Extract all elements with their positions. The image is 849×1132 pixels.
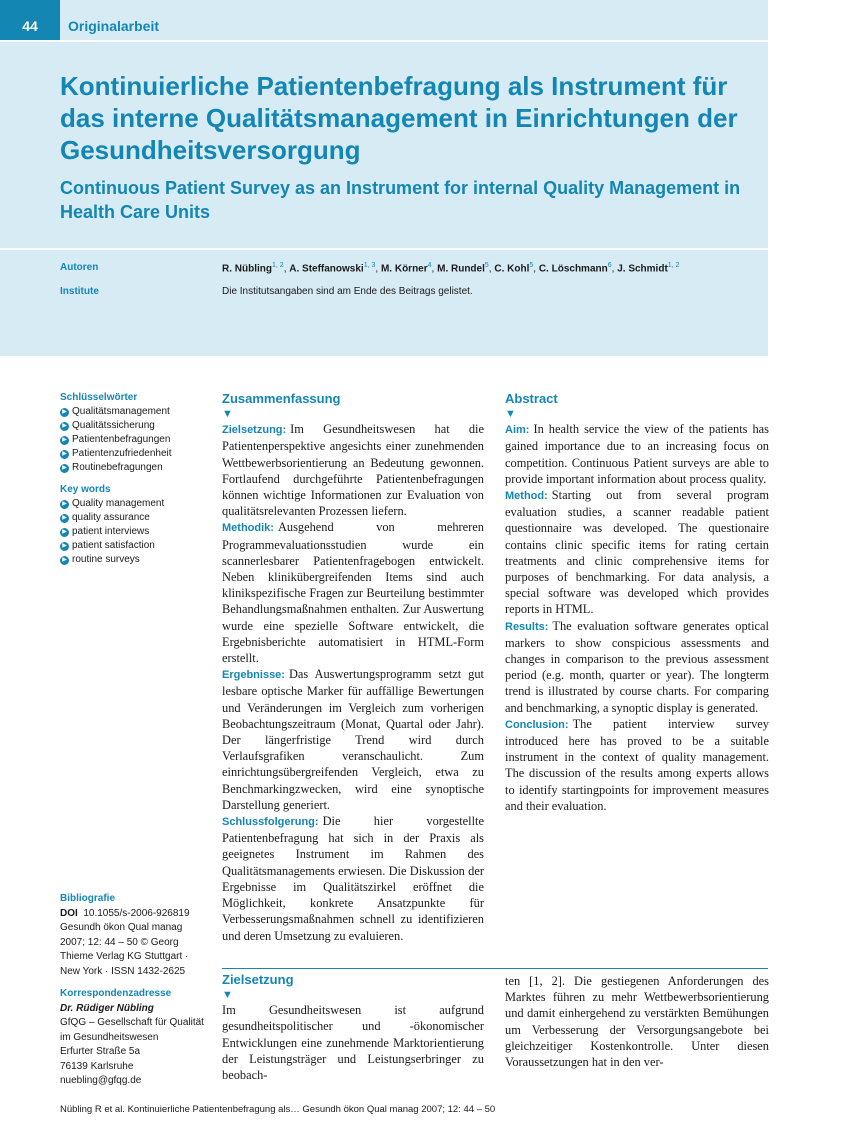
doi-label: DOI xyxy=(60,907,78,919)
section-text: Ausgehend von mehreren Programmevaluationsstudien wurde ein scannerlesbarer Patientenfragebogen entwickelt. Neben klinikübergreifenden Items sind auch klinikspezifische Fragen zur Beurteilung bestimmter Behandlungsmaßnahmen enthalten. Zur Auswertung wurde eine spezielle Software entwickelt, die Ergebnisberichte automatisiert in HTML-Form erstellt. xyxy=(222,520,484,666)
biblio-line: 2007; 12: 44 – 50 © Georg xyxy=(60,936,179,948)
correspondence-email: nuebling@gfqg.de xyxy=(60,1075,142,1086)
institutes-note: Die Institutsangaben sind am Ende des Beitrags gelistet. xyxy=(222,286,473,297)
keyword-item: ▶ patient interviews xyxy=(60,525,210,539)
section-keyword: Zielsetzung: xyxy=(222,424,287,437)
keyword-item: ▶ Patientenbefragungen xyxy=(60,433,210,447)
authors-label: Autoren xyxy=(60,262,99,273)
section-text: Das Auswertungsprogramm setzt gut lesbare optische Marker für auffällige Bewertungen und Veränderungen im Vergleich zum vorherigen Beobachtungszeitraum (Monat, Quartal oder Jahr). Der längerfristige Trend wird durch Verlaufsgrafiken veranschaulicht. Zum einrichtungsübergreifenden Vergleich, etwa zu Benchmarkingzwecken, wird eine synoptische Darstellung generiert. xyxy=(222,667,484,812)
page-footer-citation: Nübling R et al. Kontinuierliche Patientenbefragung als… Gesundh ökon Qual manag 2007; 12: 44 – 50 xyxy=(60,1104,496,1115)
meta-block xyxy=(0,250,768,356)
author-name: R. Nübling xyxy=(222,263,272,275)
abstract-column xyxy=(505,391,769,814)
triangle-down-icon: ▼ xyxy=(222,408,233,421)
section-text: Die hier vorgestellte Patientenbefragung hat sich in der Praxis als geeignetes Instrument im Rahmen des Qualitätsmanagements erwiesen. Die Diskussion der Ergebnisse im Qualitätszirkel eröffnet die Möglichkeit, konkrete Ansatzpunkte für Verbesserungsmaßnahmen schnell zu identifizieren und deren Umsetzung zu evaluieren. xyxy=(222,814,484,943)
abstract-section xyxy=(505,618,769,716)
triangle-down-icon: ▼ xyxy=(222,989,233,1002)
abstract-title: Abstract xyxy=(505,391,558,406)
section-keyword: Method: xyxy=(505,490,548,503)
keywords-en-list xyxy=(60,497,210,567)
article-title-german: Kontinuierliche Patientenbefragung als Instrument für das interne Qualitätsmanagement in Einrichtungen der Gesundheitsversorgung xyxy=(60,71,738,165)
zusammenfassung-column xyxy=(222,391,484,944)
abstract-section xyxy=(505,716,769,814)
body-paragraph: Im Gesundheitswesen ist aufgrund gesundheitspolitischer und -ökonomischer Entwicklungen eine zunehmende Marktorientierung der Leistungsträger und Leistungserbringer zu beobach- xyxy=(222,1003,484,1083)
keyword-item: ▶ Patientenzufriedenheit xyxy=(60,447,210,461)
abstract-section xyxy=(505,487,769,618)
arrow-bullet-icon: ▶ xyxy=(60,556,69,565)
correspondence-line: im Gesundheitswesen xyxy=(60,1031,159,1043)
keywords-sidebar xyxy=(60,391,210,575)
arrow-bullet-icon: ▶ xyxy=(60,422,69,431)
keyword-item: ▶ Quality management xyxy=(60,497,210,511)
section-keyword: Schlussfolgerung: xyxy=(222,816,319,829)
arrow-bullet-icon: ▶ xyxy=(60,450,69,459)
body-section-title: Zielsetzung xyxy=(222,972,294,987)
section-keyword: Aim: xyxy=(505,424,530,437)
biblio-line: Gesundh ökon Qual manag xyxy=(60,922,183,933)
abstract-section xyxy=(222,813,484,944)
section-text: Starting out from several program evaluation studies, a scanner readable patient questionnaire was developed. The questionaire contains clinic specific items for rating certain treatments and clinic comprehensive items for purposes of benchmarking. For data analysis, a special software was developed which provides reports in HTML. xyxy=(505,488,769,617)
author-affil: 6 xyxy=(607,262,612,269)
zusammenfassung-title: Zusammenfassung xyxy=(222,391,341,406)
bibliography-block xyxy=(60,892,210,979)
section-label: Originalarbeit xyxy=(68,18,160,34)
arrow-bullet-icon: ▶ xyxy=(60,542,69,551)
biblio-line: Thieme Verlag KG Stuttgart · xyxy=(60,951,189,962)
author-affil: 1, 2 xyxy=(667,262,680,269)
keyword-item: ▶ Routinebefragungen xyxy=(60,461,210,475)
arrow-bullet-icon: ▶ xyxy=(60,464,69,473)
page-number: 44 xyxy=(0,0,60,40)
author-name: A. Steffanowski xyxy=(289,263,364,275)
abstract-section xyxy=(222,519,484,666)
section-keyword: Methodik: xyxy=(222,522,274,535)
body-paragraph: ten [1, 2]. Die gestiegenen Anforderungen des Marktes führen zu mehr Wettbewerbsorientierung und damit einhergehend zu verstärkten Bemühungen um Verbesserung der Versorgungsangebote bei gleichzeitiger Kostenkontrolle. Unter diesen Voraussetzungen hat in den ver- xyxy=(505,974,769,1070)
doi-line xyxy=(60,907,210,922)
author-name: M. Rundel xyxy=(437,263,485,275)
biblio-line: New York · ISSN 1432-2625 xyxy=(60,965,186,977)
author-name: C. Kohl xyxy=(494,263,530,275)
keywords-de-list xyxy=(60,405,210,475)
section-keyword: Results: xyxy=(505,620,549,633)
body-column-left xyxy=(222,972,484,1083)
keyword-item: ▶ quality assurance xyxy=(60,511,210,525)
abstract-section xyxy=(505,421,769,487)
author-affil: 1, 3 xyxy=(363,262,376,269)
section-divider xyxy=(222,968,768,969)
author-affil: 1, 2 xyxy=(272,262,284,269)
abstract-section xyxy=(222,666,484,813)
keyword-item: ▶ routine surveys xyxy=(60,553,210,567)
author-affil: 4 xyxy=(427,262,432,269)
author-affil: 5 xyxy=(484,262,489,269)
keyword-item: ▶ patient satisfaction xyxy=(60,539,210,553)
arrow-bullet-icon: ▶ xyxy=(60,514,69,523)
correspondence-line: GfQG – Gesellschaft für Qualität xyxy=(60,1017,204,1028)
author-name: M. Körner xyxy=(380,263,428,275)
triangle-down-icon: ▼ xyxy=(505,408,516,421)
arrow-bullet-icon: ▶ xyxy=(60,436,69,445)
author-affil: 5 xyxy=(529,262,534,269)
correspondence-block xyxy=(60,987,210,1089)
correspondence-line: 76139 Karlsruhe xyxy=(60,1060,134,1072)
abstract-section xyxy=(222,421,484,519)
body-column-right xyxy=(505,973,769,1070)
article-title-english: Continuous Patient Survey as an Instrument for internal Quality Management in Health Care Units xyxy=(60,178,741,222)
correspondence-name: Dr. Rüdiger Nübling xyxy=(60,1002,154,1014)
keyword-item: ▶ Qualitätssicherung xyxy=(60,419,210,433)
correspondence-line: Erfurter Straße 5a xyxy=(60,1046,141,1057)
bibliography-title: Bibliografie xyxy=(60,893,116,904)
institutes-label: Institute xyxy=(60,286,99,297)
section-keyword: Conclusion: xyxy=(505,718,569,731)
correspondence-title: Korrespondenzadresse xyxy=(60,988,172,999)
keyword-item: ▶ Qualitätsmanagement xyxy=(60,405,210,419)
section-text: In health service the view of the patients has gained importance due to an increasing focus on competition. Continuous Patient surveys are able to provide important information about process quality. xyxy=(505,422,769,486)
authors-list: R. Nübling$^{1, 2}$, A. Steffanowski$^{1, 3}$, M. Körner$^4$, M. Rundel$^5$, C. Kohl$^5$, C. Löschmann$^6$, J. Schmidt$^{1, 2}$ xyxy=(222,262,680,275)
doi-value: 10.1055/s-2006-926819 xyxy=(83,907,190,919)
author-name: J. Schmidt xyxy=(617,263,668,275)
arrow-bullet-icon: ▶ xyxy=(60,408,69,417)
keywords-en-title: Key words xyxy=(60,484,111,495)
author-name: C. Löschmann xyxy=(538,263,608,275)
section-text: Im Gesundheitswesen hat die Patientenperspektive angesichts einer zunehmenden Wettbewerbsorientierung an Bedeutung gewonnen. Fortlaufend durchgeführte Patientenbefragungen können wichtige Informationen zur Evaluation von qualitätsrelevanten Prozessen liefern. xyxy=(222,422,484,519)
keywords-de-title: Schlüsselwörter xyxy=(60,392,138,403)
arrow-bullet-icon: ▶ xyxy=(60,500,69,509)
section-text: The patient interview survey introduced here has proved to be a suitable instrument in the context of quality management. The discussion of the results among experts allows to identify startingpoints for improvement measures and their evaluation. xyxy=(505,716,769,813)
arrow-bullet-icon: ▶ xyxy=(60,528,69,537)
section-keyword: Ergebnisse: xyxy=(222,669,285,682)
section-text: The evaluation software generates optical markers to show conspicious assessments and changes in comparison to the previous assessment period (e.g. month, quarter or year). The longterm trend is illustrated by course charts. For comparing and benchmarking, a synoptic display is generated. xyxy=(505,618,769,715)
